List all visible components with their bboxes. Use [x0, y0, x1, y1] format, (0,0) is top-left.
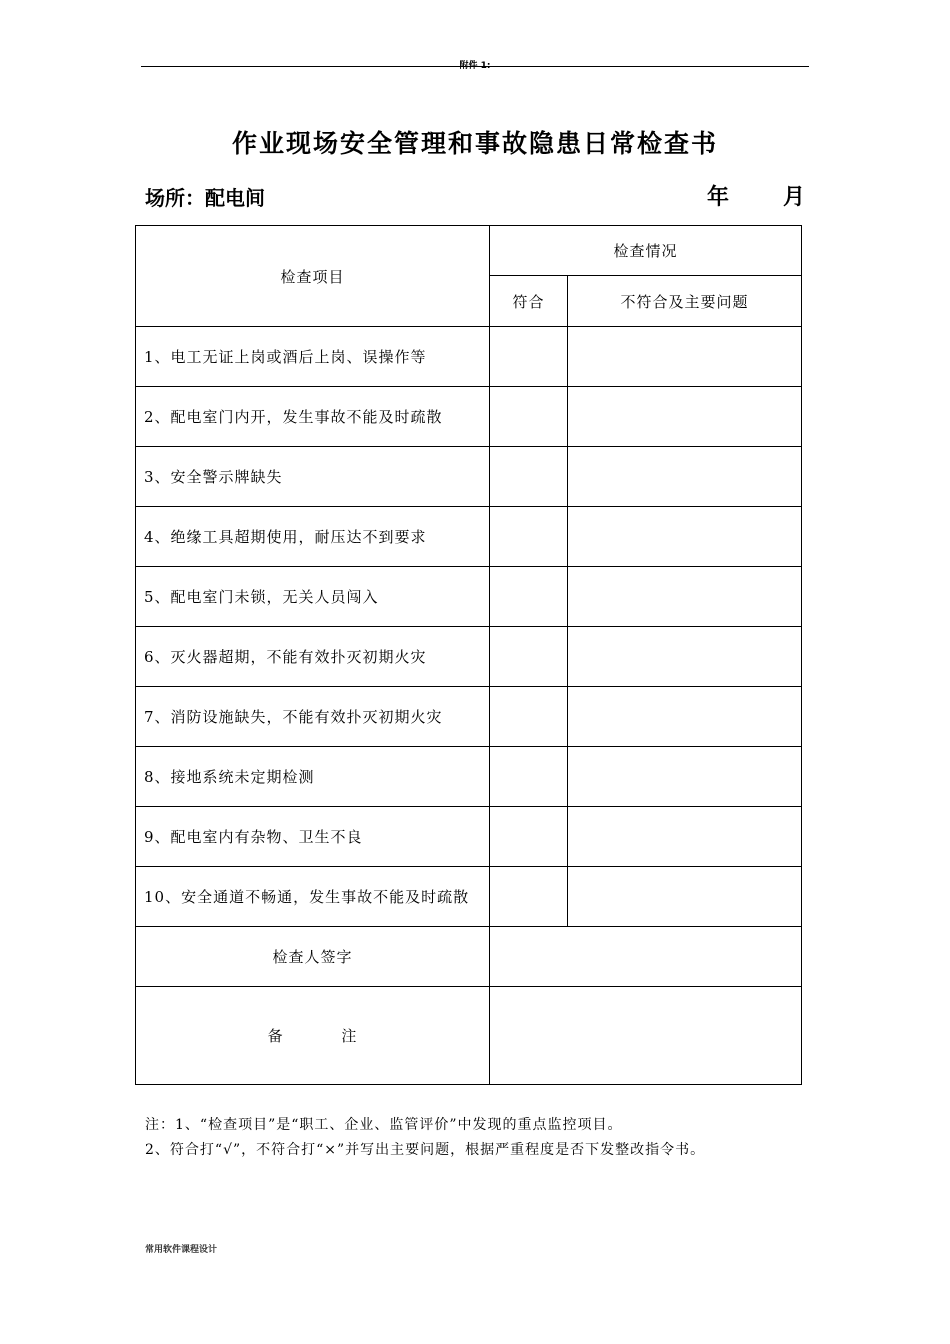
item-label: 8、接地系统未定期检测 [136, 747, 490, 807]
header-rule [141, 66, 809, 67]
item-label: 4、绝缘工具超期使用，耐压达不到要求 [136, 507, 490, 567]
footer-text: 常用软件课程设计 [145, 1245, 218, 1255]
remarks-label: 备 注 [136, 987, 490, 1085]
remarks-field[interactable] [490, 987, 802, 1085]
item-label: 10、安全通道不畅通，发生事故不能及时疏散 [136, 867, 490, 927]
note-line-2: 2、符合打“√”，不符合打“×”并写出主要问题，根据严重程度是否下发整改指令书。 [145, 1142, 706, 1158]
item-label: 1、电工无证上岗或酒后上岗、误操作等 [136, 327, 490, 387]
compliant-cell[interactable] [490, 387, 568, 447]
item-label: 3、安全警示牌缺失 [136, 447, 490, 507]
header-noncompliant-issues: 不符合及主要问题 [568, 276, 802, 327]
compliant-cell[interactable] [490, 507, 568, 567]
document-title: 作业现场安全管理和事故隐患日常检查书 [231, 129, 718, 158]
header-compliant: 符合 [490, 276, 568, 327]
item-label: 2、配电室门内开，发生事故不能及时疏散 [136, 387, 490, 447]
place-label: 场所：配电间 [145, 186, 265, 210]
issue-cell[interactable] [568, 567, 802, 627]
header-inspection-status: 检查情况 [490, 226, 802, 276]
compliant-cell[interactable] [490, 447, 568, 507]
issue-cell[interactable] [568, 867, 802, 927]
date-field [707, 180, 805, 211]
issue-cell[interactable] [568, 387, 802, 447]
item-label: 6、灭火器超期，不能有效扑灭初期火灾 [136, 627, 490, 687]
year-label: 年 [707, 185, 730, 210]
header-mark: 附件 1: [459, 61, 491, 71]
issue-cell[interactable] [568, 807, 802, 867]
item-label: 9、配电室内有杂物、卫生不良 [136, 807, 490, 867]
compliant-cell[interactable] [490, 747, 568, 807]
issue-cell[interactable] [568, 627, 802, 687]
item-label: 7、消防设施缺失，不能有效扑灭初期火灾 [136, 687, 490, 747]
compliant-cell[interactable] [490, 327, 568, 387]
note-line-1: 注：1、“检查项目”是“职工、企业、监管评价”中发现的重点监控项目。 [145, 1117, 623, 1133]
inspection-table [135, 225, 802, 1085]
issue-cell[interactable] [568, 447, 802, 507]
issue-cell[interactable] [568, 507, 802, 567]
compliant-cell[interactable] [490, 567, 568, 627]
compliant-cell[interactable] [490, 807, 568, 867]
issue-cell[interactable] [568, 747, 802, 807]
compliant-cell[interactable] [490, 867, 568, 927]
compliant-cell[interactable] [490, 627, 568, 687]
issue-cell[interactable] [568, 327, 802, 387]
header-inspection-item: 检查项目 [136, 226, 490, 327]
notes [145, 1113, 705, 1163]
issue-cell[interactable] [568, 687, 802, 747]
month-label: 月 [782, 185, 805, 210]
signature-label: 检查人签字 [136, 927, 490, 987]
compliant-cell[interactable] [490, 687, 568, 747]
item-label: 5、配电室门未锁，无关人员闯入 [136, 567, 490, 627]
signature-field[interactable] [490, 927, 802, 987]
